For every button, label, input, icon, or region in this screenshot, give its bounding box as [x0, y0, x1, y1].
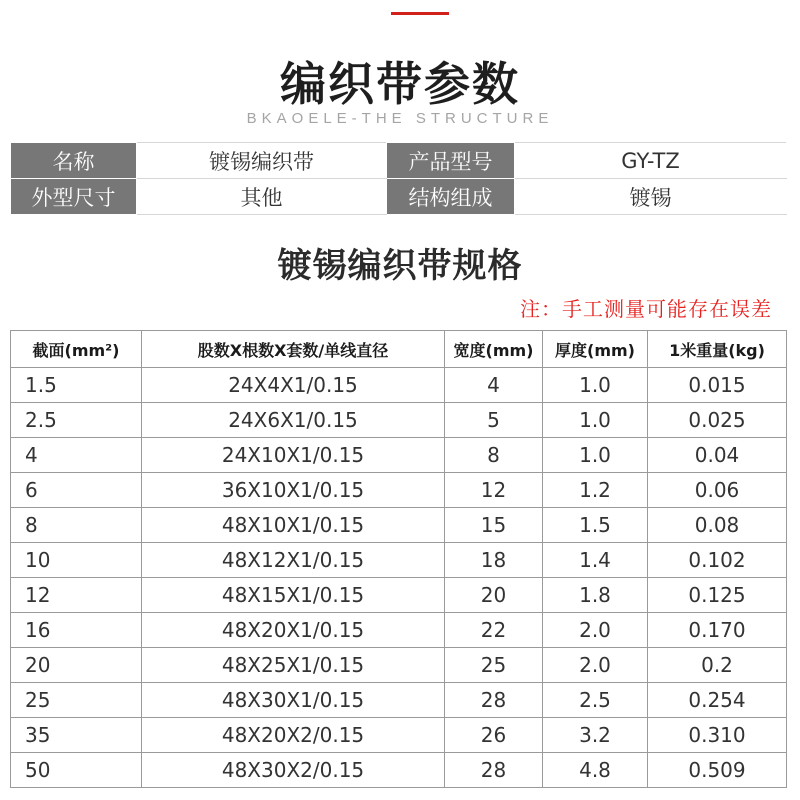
table-row [11, 718, 787, 753]
info-value-model: GY-TZ [515, 143, 787, 179]
cell-thickness: 1.5 [543, 508, 648, 543]
cell-strand-config: 48X12X1/0.15 [142, 543, 445, 578]
cell-thickness: 1.0 [543, 438, 648, 473]
info-label-size: 外型尺寸 [11, 179, 137, 215]
table-row [11, 438, 787, 473]
info-label-model: 产品型号 [387, 143, 515, 179]
cell-width: 5 [445, 403, 543, 438]
cell-weight: 0.170 [648, 613, 787, 648]
cell-width: 28 [445, 753, 543, 788]
column-header-thickness: 厚度(mm) [543, 331, 648, 368]
cell-cross-section: 12 [11, 578, 142, 613]
cell-weight: 0.015 [648, 368, 787, 403]
cell-cross-section: 35 [11, 718, 142, 753]
cell-thickness: 1.0 [543, 403, 648, 438]
measurement-note: 注：手工测量可能存在误差 [520, 297, 772, 321]
cell-cross-section: 8 [11, 508, 142, 543]
cell-width: 20 [445, 578, 543, 613]
cell-width: 18 [445, 543, 543, 578]
cell-strand-config: 24X10X1/0.15 [142, 438, 445, 473]
cell-strand-config: 24X6X1/0.15 [142, 403, 445, 438]
column-header-cross-section: 截面(mm²) [11, 331, 142, 368]
info-value-name: 镀锡编织带 [137, 143, 387, 179]
cell-thickness: 2.0 [543, 613, 648, 648]
cell-thickness: 1.8 [543, 578, 648, 613]
cell-strand-config: 48X10X1/0.15 [142, 508, 445, 543]
cell-cross-section: 20 [11, 648, 142, 683]
cell-cross-section: 10 [11, 543, 142, 578]
table-row [11, 648, 787, 683]
cell-strand-config: 48X25X1/0.15 [142, 648, 445, 683]
cell-strand-config: 36X10X1/0.15 [142, 473, 445, 508]
cell-cross-section: 2.5 [11, 403, 142, 438]
page-subtitle: BKAOELE-THE STRUCTURE [246, 110, 554, 127]
cell-weight: 0.125 [648, 578, 787, 613]
cell-strand-config: 48X20X1/0.15 [142, 613, 445, 648]
cell-strand-config: 48X30X1/0.15 [142, 683, 445, 718]
cell-thickness: 2.0 [543, 648, 648, 683]
cell-weight: 0.04 [648, 438, 787, 473]
cell-width: 12 [445, 473, 543, 508]
cell-strand-config: 48X20X2/0.15 [142, 718, 445, 753]
table-row [11, 473, 787, 508]
spec-table [10, 330, 787, 788]
table-row [11, 683, 787, 718]
cell-cross-section: 16 [11, 613, 142, 648]
cell-width: 8 [445, 438, 543, 473]
cell-thickness: 1.4 [543, 543, 648, 578]
cell-cross-section: 6 [11, 473, 142, 508]
cell-width: 26 [445, 718, 543, 753]
spec-title: 镀锡编织带规格 [277, 246, 523, 286]
cell-weight: 0.254 [648, 683, 787, 718]
info-label-structure: 结构组成 [387, 179, 515, 215]
column-header-strand-config: 股数X根数X套数/单线直径 [142, 331, 445, 368]
table-row [11, 578, 787, 613]
cell-strand-config: 24X4X1/0.15 [142, 368, 445, 403]
cell-width: 28 [445, 683, 543, 718]
info-label-name: 名称 [11, 143, 137, 179]
cell-weight: 0.06 [648, 473, 787, 508]
info-value-size: 其他 [137, 179, 387, 215]
table-row [11, 508, 787, 543]
cell-strand-config: 48X30X2/0.15 [142, 753, 445, 788]
info-row [11, 143, 787, 179]
column-header-weight: 1米重量(kg) [648, 331, 787, 368]
cell-width: 15 [445, 508, 543, 543]
cell-weight: 0.310 [648, 718, 787, 753]
cell-cross-section: 4 [11, 438, 142, 473]
cell-width: 4 [445, 368, 543, 403]
table-row [11, 368, 787, 403]
table-row [11, 613, 787, 648]
cell-weight: 0.08 [648, 508, 787, 543]
table-row [11, 543, 787, 578]
page-title: 编织带参数 [280, 57, 520, 111]
cell-weight: 0.025 [648, 403, 787, 438]
table-row [11, 753, 787, 788]
cell-thickness: 2.5 [543, 683, 648, 718]
cell-strand-config: 48X15X1/0.15 [142, 578, 445, 613]
cell-cross-section: 50 [11, 753, 142, 788]
info-value-structure: 镀锡 [515, 179, 787, 215]
cell-thickness: 4.8 [543, 753, 648, 788]
cell-thickness: 1.0 [543, 368, 648, 403]
cell-thickness: 3.2 [543, 718, 648, 753]
cell-weight: 0.102 [648, 543, 787, 578]
table-row [11, 403, 787, 438]
info-row [11, 179, 787, 215]
cell-cross-section: 25 [11, 683, 142, 718]
cell-weight: 0.2 [648, 648, 787, 683]
cell-thickness: 1.2 [543, 473, 648, 508]
column-header-width: 宽度(mm) [445, 331, 543, 368]
cell-width: 22 [445, 613, 543, 648]
spec-header-row [11, 331, 787, 368]
top-accent-line [391, 12, 449, 15]
product-info-table [10, 142, 787, 215]
cell-cross-section: 1.5 [11, 368, 142, 403]
cell-width: 25 [445, 648, 543, 683]
spec-table-body [11, 368, 787, 788]
cell-weight: 0.509 [648, 753, 787, 788]
